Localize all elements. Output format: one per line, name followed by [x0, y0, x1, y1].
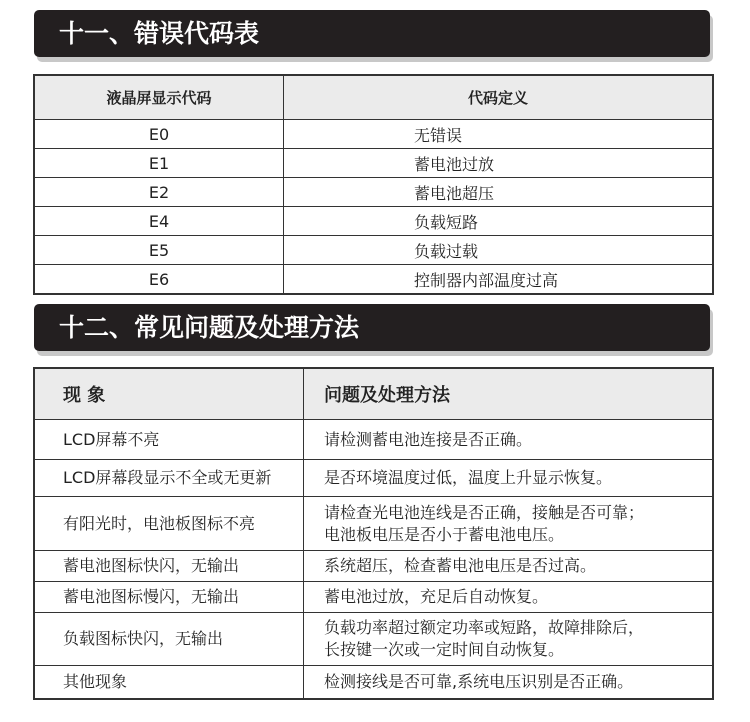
error-code: E2	[34, 178, 284, 207]
table-row	[34, 551, 713, 582]
troubleshooting-table	[33, 367, 714, 700]
table-header-row	[34, 75, 713, 120]
code-definition: 负载过载	[284, 236, 714, 265]
table-row	[34, 149, 713, 178]
error-code-table	[33, 74, 714, 295]
solution-line: 蓄电池过放，充足后自动恢复。	[324, 587, 549, 606]
table-row	[34, 460, 713, 497]
section-11-title: 十一、错误代码表	[34, 10, 710, 57]
header-lcd-code: 液晶屏显示代码	[34, 75, 284, 120]
solution-line: 请检测蓄电池连接是否正确。	[324, 429, 533, 449]
code-definition: 无错误	[284, 120, 714, 149]
solution-line: 是否环境温度过低，温度上升显示恢复。	[324, 468, 613, 487]
error-code: E5	[34, 236, 284, 265]
table-row	[34, 265, 713, 295]
error-code: E4	[34, 207, 284, 236]
table-row	[34, 207, 713, 236]
table-row	[34, 420, 713, 460]
table-row	[34, 666, 713, 699]
code-definition: 控制器内部温度过高	[284, 265, 714, 295]
solution	[304, 420, 714, 460]
solution	[304, 460, 714, 497]
table-header-row	[34, 368, 713, 420]
solution-line: 检测接线是否可靠,系统电压识别是否正确。	[324, 671, 634, 691]
error-code: E1	[34, 149, 284, 178]
header-code-definition: 代码定义	[284, 75, 714, 120]
section-12-title: 十二、常见问题及处理方法	[34, 304, 710, 351]
table-row	[34, 613, 713, 666]
code-definition: 负载短路	[284, 207, 714, 236]
header-symptom: 现 象	[34, 368, 304, 420]
header-solution: 问题及处理方法	[304, 368, 714, 420]
code-definition: 蓄电池过放	[284, 149, 714, 178]
error-code: E6	[34, 265, 284, 295]
solution	[304, 666, 714, 699]
solution-line: 请检查光电池连线是否正确，接触是否可靠；	[324, 502, 645, 522]
solution-line: 负载功率超过额定功率或短路，故障排除后，	[324, 618, 645, 637]
symptom: 有阳光时，电池板图标不亮	[34, 497, 304, 551]
solution	[304, 613, 714, 666]
table-row	[34, 236, 713, 265]
solution-line: 系统超压，检查蓄电池电压是否过高。	[324, 556, 597, 575]
code-definition: 蓄电池超压	[284, 178, 714, 207]
table-row	[34, 178, 713, 207]
error-code: E0	[34, 120, 284, 149]
table-row	[34, 497, 713, 551]
solution	[304, 551, 714, 582]
solution	[304, 497, 714, 551]
symptom: 其他现象	[34, 666, 304, 699]
solution-line: 长按键一次或一定时间自动恢复。	[324, 640, 565, 659]
table-row	[34, 120, 713, 149]
solution	[304, 582, 714, 613]
symptom: LCD屏幕不亮	[34, 420, 304, 460]
symptom: LCD屏幕段显示不全或无更新	[34, 460, 304, 497]
symptom: 蓄电池图标慢闪，无输出	[34, 582, 304, 613]
symptom: 蓄电池图标快闪，无输出	[34, 551, 304, 582]
table-row	[34, 582, 713, 613]
symptom: 负载图标快闪，无输出	[34, 613, 304, 666]
solution-line: 电池板电压是否小于蓄电池电压。	[324, 524, 565, 544]
